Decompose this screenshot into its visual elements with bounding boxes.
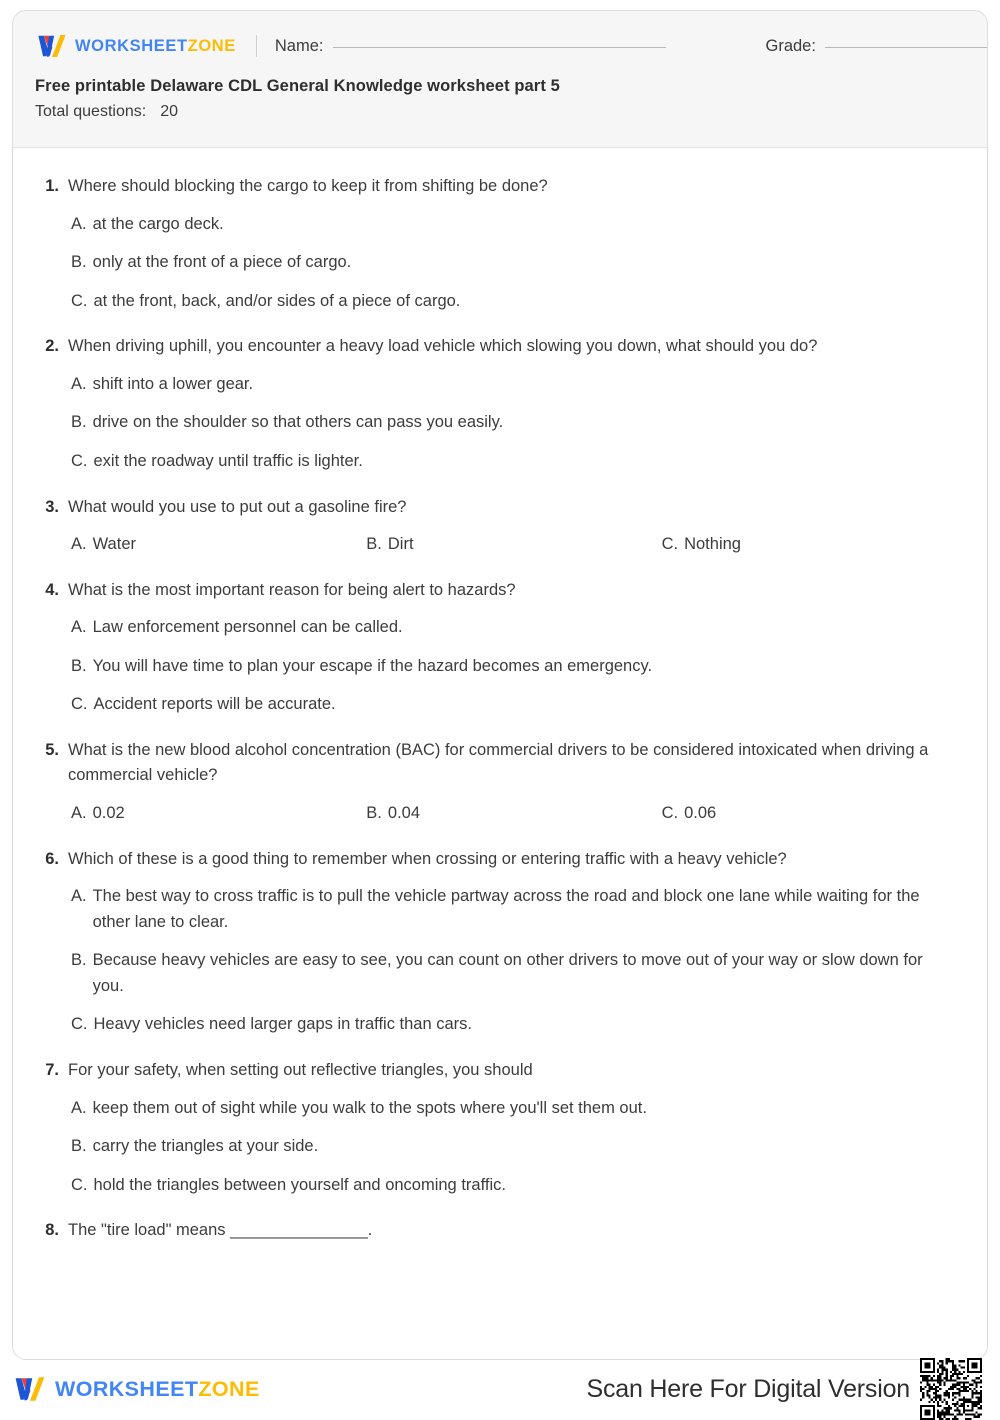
question-body <box>59 495 957 558</box>
answer-option[interactable] <box>68 449 957 475</box>
answer-letter: A. <box>71 214 87 233</box>
scan-prompt-text: Scan Here For Digital Version <box>586 1374 910 1403</box>
worksheetzone-logo-icon <box>12 1374 48 1404</box>
answer-option[interactable] <box>662 801 957 827</box>
answer-letter: A. <box>71 374 87 393</box>
question-item <box>29 174 957 314</box>
answer-option[interactable] <box>68 654 957 680</box>
question-text: What would you use to put out a gasoline fire? <box>68 497 407 516</box>
question-item <box>29 578 957 718</box>
answer-text: at the cargo deck. <box>92 214 224 233</box>
total-questions-label: Total questions: <box>35 103 147 120</box>
question-number: 3. <box>45 497 59 516</box>
answer-letter: B. <box>71 656 87 675</box>
page-footer <box>12 1368 988 1410</box>
worksheetzone-logo-icon <box>35 33 69 59</box>
answer-option[interactable] <box>68 692 957 718</box>
answer-text: The best way to cross traffic is to pull the vehicle partway across the road and block one lane while waiting for the other lane to clear. <box>92 887 920 931</box>
brand-wordmark <box>75 37 236 56</box>
answer-text: keep them out of sight while you walk to the spots where you'll set them out. <box>92 1098 647 1117</box>
answer-letter: C. <box>71 1175 88 1194</box>
question-item <box>29 847 957 1038</box>
question-body <box>59 334 957 474</box>
answer-option[interactable] <box>366 801 661 827</box>
answer-text: 0.02 <box>92 804 125 822</box>
answer-option[interactable] <box>366 532 661 558</box>
question-item <box>29 1218 957 1244</box>
answer-letter: B. <box>366 535 382 554</box>
name-label: Name: <box>274 36 324 55</box>
answer-letter: A. <box>71 535 87 554</box>
answer-options <box>68 212 957 315</box>
answer-options <box>68 372 957 475</box>
answer-options <box>68 532 957 558</box>
answer-option[interactable] <box>68 289 957 315</box>
question-text: Where should blocking the cargo to keep it from shifting be done? <box>68 177 548 195</box>
answer-option[interactable] <box>662 532 957 558</box>
questions-list <box>13 148 987 1244</box>
answer-letter: B. <box>71 951 87 970</box>
answer-option[interactable] <box>68 410 957 436</box>
answer-letter: B. <box>366 804 382 822</box>
question-item <box>29 334 957 474</box>
answer-option[interactable] <box>68 1096 957 1122</box>
question-item <box>29 495 957 558</box>
grade-field[interactable] <box>766 37 989 56</box>
answer-letter: A. <box>71 618 87 637</box>
brand-logo <box>35 33 236 59</box>
answer-option[interactable] <box>68 615 957 641</box>
grade-label: Grade: <box>765 36 816 55</box>
answer-text: Nothing <box>684 535 741 554</box>
question-number: 4. <box>45 580 59 599</box>
question-text: When driving uphill, you encounter a heavy load vehicle which slowing you down, what should you do? <box>68 337 818 356</box>
footer-brand-word-zone: ZONE <box>198 1376 260 1401</box>
worksheet-title: Free printable Delaware CDL General Knowledge worksheet part 5 <box>35 77 560 95</box>
answer-letter: B. <box>71 253 87 272</box>
qr-code-icon[interactable] <box>920 1358 982 1420</box>
answer-text: Water <box>92 535 136 554</box>
answer-letter: C. <box>661 804 679 822</box>
answer-option[interactable] <box>68 948 957 999</box>
answer-option[interactable] <box>68 372 957 398</box>
answer-options <box>68 884 957 1038</box>
question-number: 5. <box>45 740 59 759</box>
answer-option[interactable] <box>68 212 957 238</box>
answer-letter: A. <box>71 887 87 906</box>
answer-text: exit the roadway until traffic is lighter. <box>93 451 363 470</box>
question-body <box>59 174 957 314</box>
answer-options <box>68 801 957 827</box>
answer-text: Heavy vehicles need larger gaps in traffic than cars. <box>93 1015 472 1034</box>
answer-letter: C. <box>661 535 679 554</box>
answer-option[interactable] <box>68 1134 957 1160</box>
answer-text: 0.06 <box>684 804 717 822</box>
header-divider <box>256 35 257 57</box>
footer-brand-word-worksheet: WORKSHEET <box>55 1376 199 1401</box>
answer-text: drive on the shoulder so that others can pass you easily. <box>92 413 504 432</box>
answer-letter: A. <box>71 1098 87 1117</box>
answer-option[interactable] <box>68 884 957 935</box>
question-number: 2. <box>45 337 59 356</box>
answer-text: carry the triangles at your side. <box>92 1137 319 1156</box>
name-input-line[interactable] <box>333 47 666 48</box>
grade-input-line[interactable] <box>825 47 988 48</box>
answer-letter: B. <box>71 1137 87 1156</box>
brand-word-worksheet: WORKSHEET <box>75 36 188 55</box>
answer-text: shift into a lower gear. <box>92 374 254 393</box>
question-number: 8. <box>45 1221 59 1240</box>
question-body <box>59 847 957 1038</box>
answer-letter: A. <box>71 804 87 822</box>
worksheet-header <box>13 11 987 148</box>
question-text: What is the new blood alcohol concentration (BAC) for commercial drivers to be considered intoxicated when driving a commercial vehicle? <box>68 740 929 785</box>
total-questions-value: 20 <box>160 103 178 120</box>
question-body <box>59 1218 957 1244</box>
answer-text: 0.04 <box>387 804 421 822</box>
answer-text: Accident reports will be accurate. <box>93 695 336 714</box>
footer-brand-logo <box>12 1374 260 1404</box>
answer-option[interactable] <box>68 250 957 276</box>
question-number: 7. <box>45 1060 59 1079</box>
answer-text: at the front, back, and/or sides of a piece of cargo. <box>93 291 461 310</box>
answer-option[interactable] <box>71 532 366 558</box>
header-top-row <box>35 29 965 63</box>
question-text: What is the most important reason for being alert to hazards? <box>68 580 516 599</box>
question-text: Which of these is a good thing to remember when crossing or entering traffic with a heavy vehicle? <box>68 849 787 868</box>
answer-letter: C. <box>71 291 88 310</box>
question-item <box>29 738 957 827</box>
brand-word-zone: ZONE <box>187 36 236 55</box>
answer-letter: C. <box>71 695 88 714</box>
answer-text: Law enforcement personnel can be called. <box>92 618 403 637</box>
answer-option[interactable] <box>68 1173 957 1199</box>
answer-text: hold the triangles between yourself and oncoming traffic. <box>93 1175 506 1194</box>
answer-options <box>68 1096 957 1199</box>
answer-text: Because heavy vehicles are easy to see, you can count on other drivers to move out of your way or slow down for you. <box>92 951 923 995</box>
footer-brand-wordmark <box>55 1377 260 1402</box>
total-questions <box>35 103 965 121</box>
answer-option[interactable] <box>68 1012 957 1038</box>
name-field[interactable] <box>275 37 666 56</box>
question-body <box>59 1058 957 1198</box>
question-text: For your safety, when setting out reflective triangles, you should <box>68 1060 533 1079</box>
answer-letter: C. <box>71 451 88 470</box>
answer-options <box>68 615 957 718</box>
answer-text: only at the front of a piece of cargo. <box>92 253 352 272</box>
answer-text: You will have time to plan your escape if the hazard becomes an emergency. <box>92 656 653 675</box>
answer-letter: C. <box>71 1015 88 1034</box>
question-number: 1. <box>45 177 59 195</box>
answer-text: Dirt <box>387 535 414 554</box>
question-body <box>59 738 957 827</box>
question-body <box>59 578 957 718</box>
question-item <box>29 1058 957 1198</box>
answer-option[interactable] <box>71 801 366 827</box>
question-text: The "tire load" means _______________. <box>68 1221 373 1240</box>
worksheet-card <box>12 10 988 1360</box>
answer-letter: B. <box>71 413 87 432</box>
question-number: 6. <box>45 849 59 868</box>
